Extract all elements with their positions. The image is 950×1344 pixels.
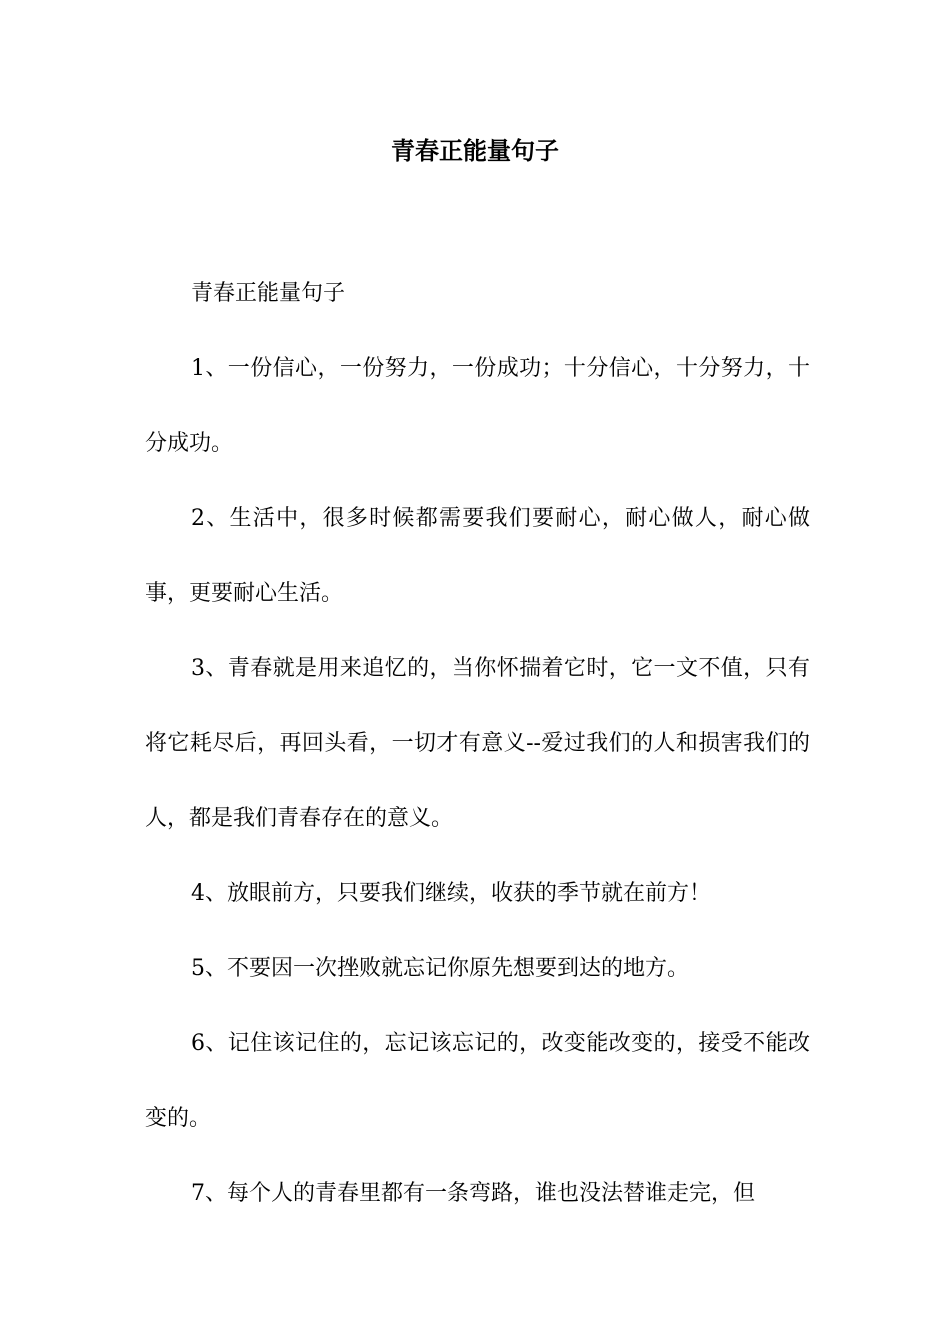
paragraph-2: 2、生活中，很多时候都需要我们要耐心，耐心做人，耐心做事，更要耐心生活。 [145,506,810,606]
document-body [145,256,810,1231]
paragraph-3: 3、青春就是用来追忆的，当你怀揣着它时，它一文不值，只有将它耗尽后，再回头看，一切才有意义--爱过我们的人和损害我们的人，都是我们青春存在的意义。 [145,656,810,831]
paragraph-1: 1、一份信心，一份努力，一份成功；十分信心，十分努力，十分成功。 [145,356,810,456]
paragraph-6: 6、记住该记住的，忘记该忘记的，改变能改变的，接受不能改变的。 [145,1031,810,1131]
paragraph-5: 5、不要因一次挫败就忘记你原先想要到达的地方。 [191,956,689,981]
paragraph-heading: 青春正能量句子 [191,281,346,306]
paragraph-7: 7、每个人的青春里都有一条弯路，谁也没法替谁走完，但 [191,1181,755,1206]
document-title: 青春正能量句子 [391,137,559,165]
paragraph-4: 4、放眼前方，只要我们继续，收获的季节就在前方！ [191,881,711,906]
